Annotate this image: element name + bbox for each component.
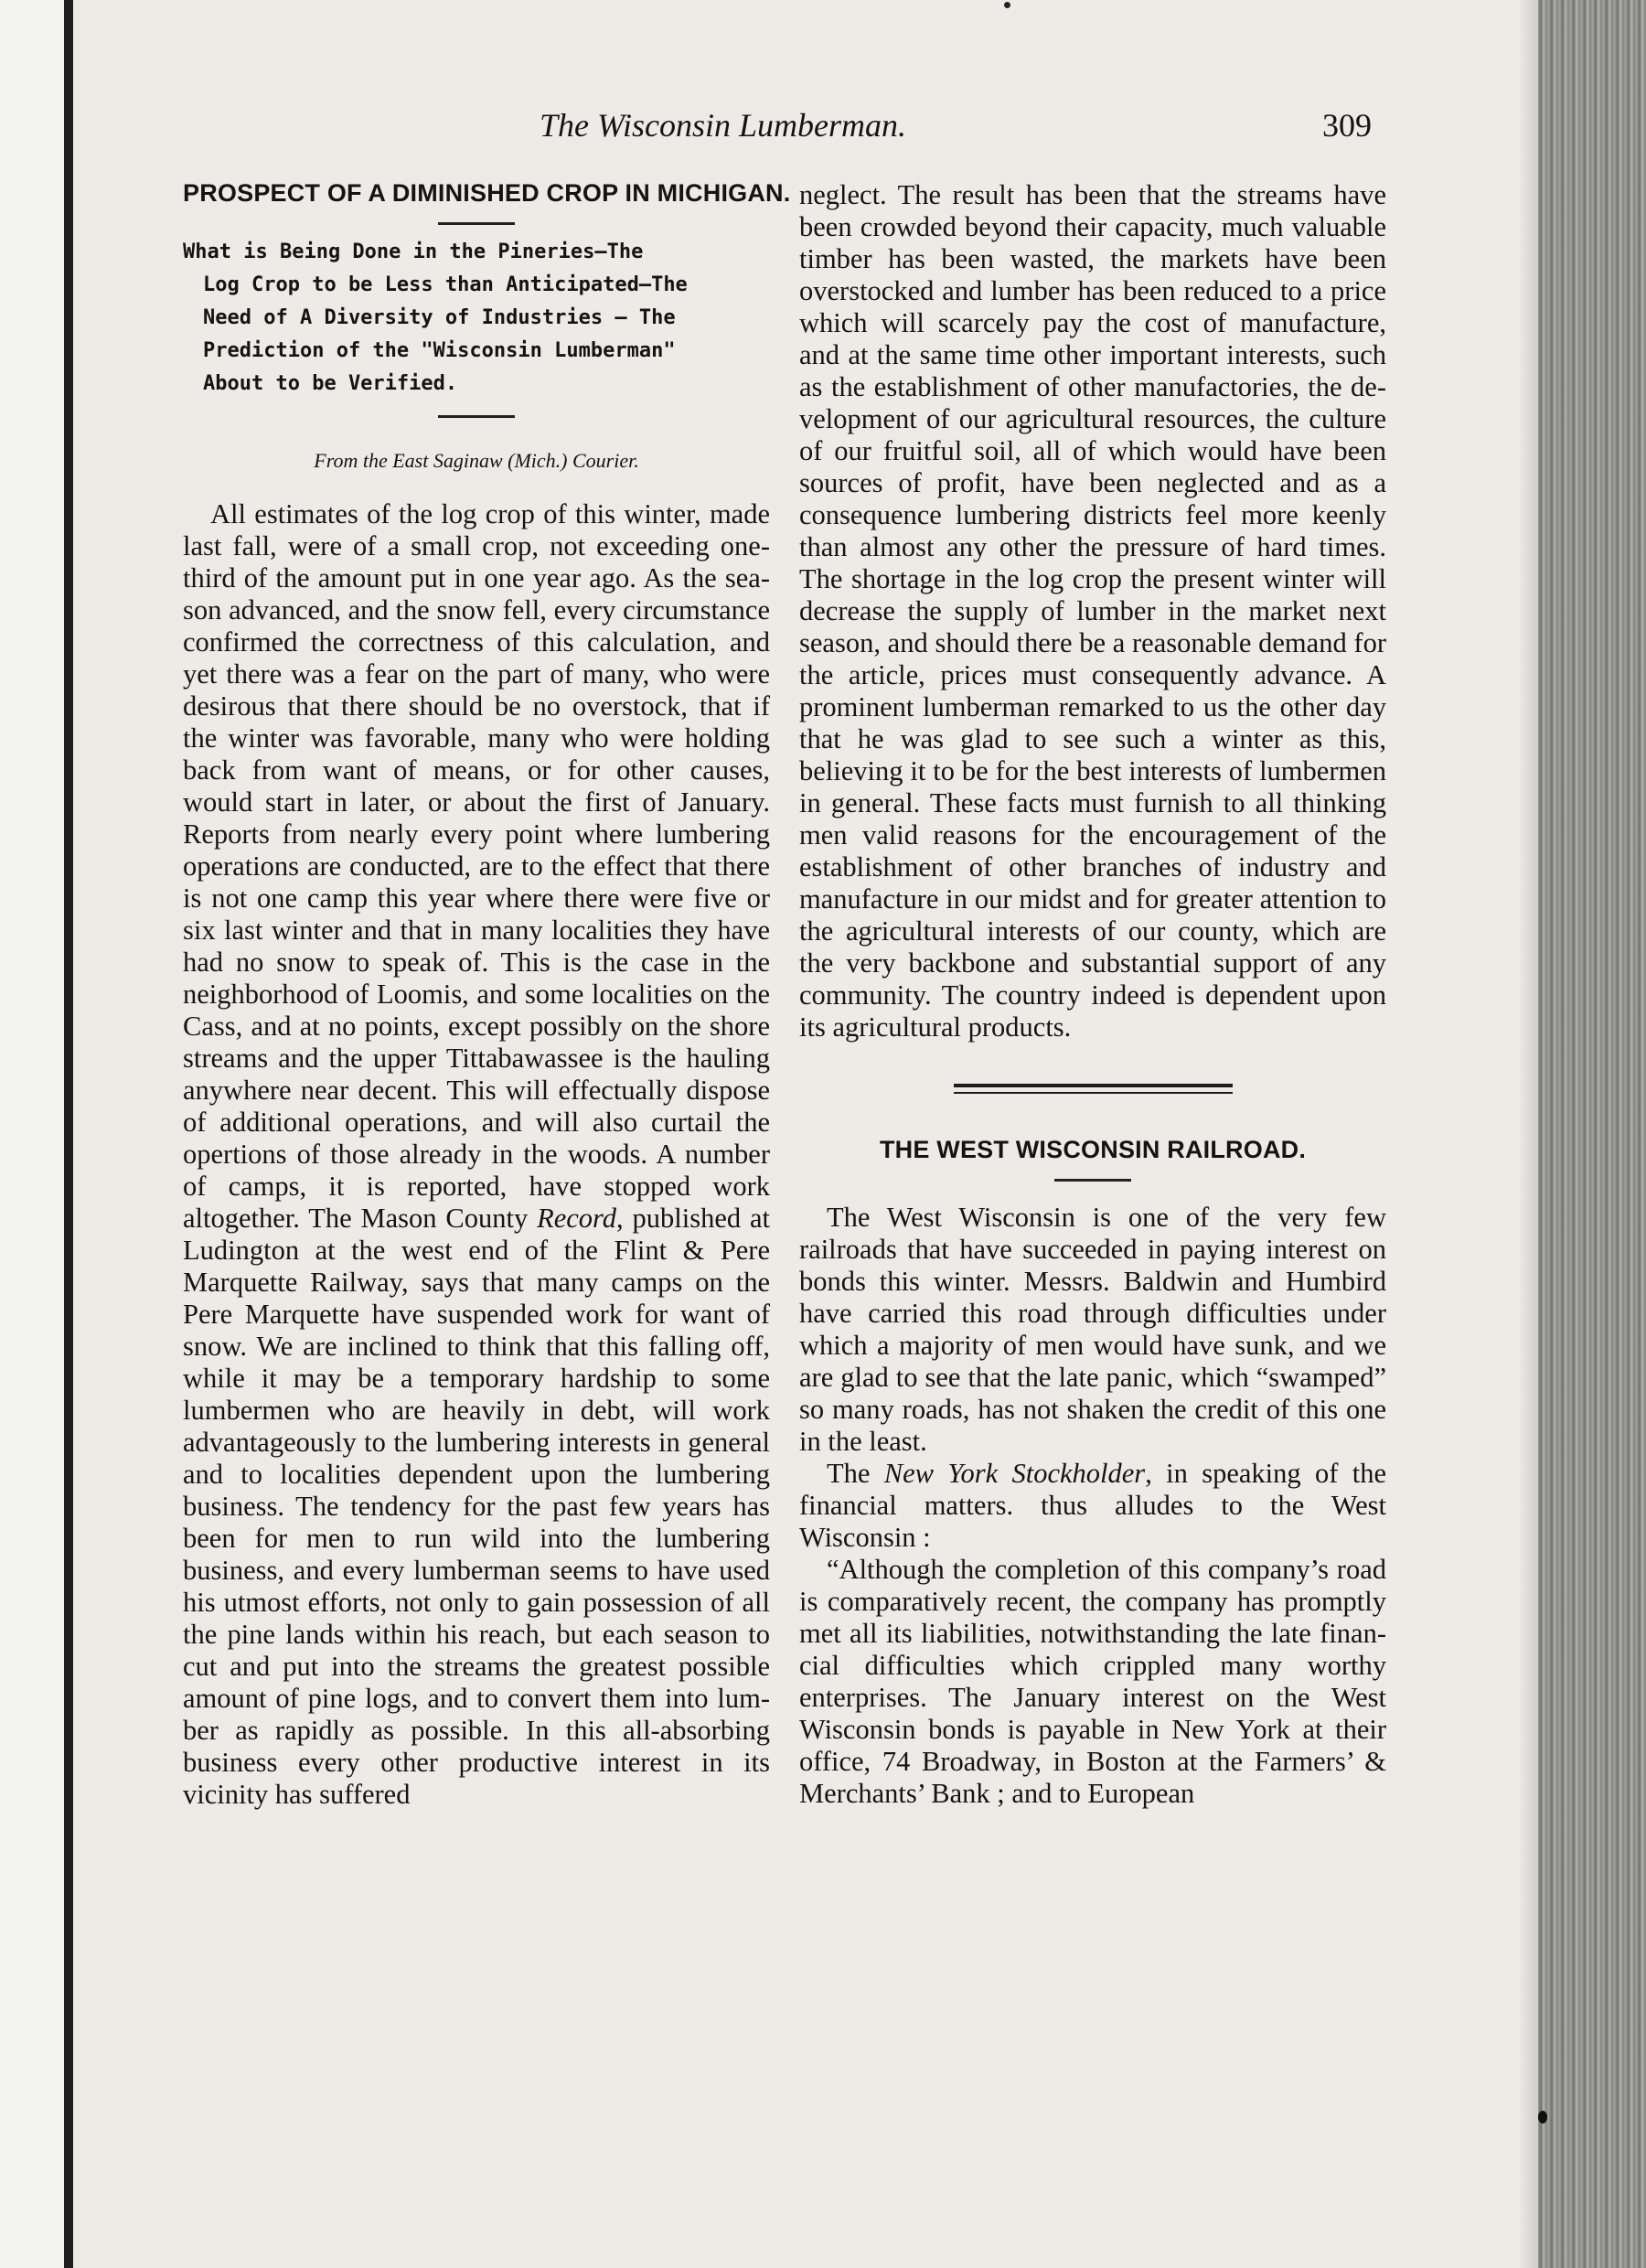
italic-title: New York Stockholder [883,1458,1146,1489]
article-subhead [183,236,770,401]
book-binding [1538,0,1646,2268]
paragraph-text: , in speaking of the financial matters. thus alludes to the West Wisconsin : [799,1458,1386,1553]
section-divider [954,1084,1233,1094]
article-continuation: neglect. The result has been that the streams have been crowded beyond their capacity, much valuable timber has been wasted, the markets have been overstocked and lumber has been reduced to a price which will scarcely pay the cost of manufacture, and at the same time other important interests, such as the establishment of other manufactories, the development of our agricultural resources, the culture of our fruitful soil, all of which would have been sources of profit, have been neglected and as a consequence lumbering districts feel more keenly than almost any other the pressure of hard times. The shortage in the log crop the present winter will decrease the supply of lumber in the market next season, and should there be a reasonable demand for the article, prices must consequently advance. A prominent lumberman remarked to us the other day that he was glad to see such a winter as this, believing it to be for the best interests of lumbermen in general. These facts must furnish to all thinking men valid reasons for the encouragement of the establishment of other branches of industry and manufacture in our midst and for greater attention to the agricultural interests of our county, which are the very backbone and substantial support of any community. The country indeed is dependent upon its agricultural products. [799,179,1386,1043]
subhead-line: Prediction of the "Wisconsin Lumberman" [203,339,676,362]
running-head: The Wisconsin Lumberman. [540,107,907,144]
divider [438,222,515,225]
article-paragraph [799,1458,1386,1554]
subhead-line: Need of A Diversity of Industries — The [203,306,676,329]
subhead-line: What is Being Done in the Pineries—The [183,241,644,263]
divider [1054,1179,1131,1182]
scan-margin [0,0,64,2268]
page-number: 309 [1322,107,1372,144]
article-headline: THE WEST WISCONSIN RAILROAD. [879,1136,1307,1163]
article-paragraph [183,498,770,1811]
ink-speck [1538,2111,1547,2124]
paragraph-text: The [827,1458,884,1489]
subhead-line: Log Crop to be Less than Anticipated—The [203,273,688,296]
paragraph-text: All estimates of the log crop of this winter, made last fall, were of a small crop, not exceeding one-third of the amount put in one year ago. As the season advanced, and the snow fell, every circumstance confirmed the correctness of this calculation, and yet there was a fear on the part of many, who were desirous that there should be no overstock, that if the winter was favorable, many who were holding back from want of means, or for other causes, would start in later, or about the first of January. Reports from nearly every point where lumbering operations are conducted, are to the effect that there is not one camp this year where there were five or six last winter and that in many localities they have had no snow to speak of. This is the case in the neighborhood of Loomis, and some localities on the Cass, and at no points, except possibly on the shore streams and the upper Tittabawassee is the hauling anywhere near decent. This will effectually dispose of additional operations, and will also curtail the opertions of those already in the woods. A number of camps, it is reported, have stopped work altogether. The Mason County [183,498,770,1234]
paragraph-text: , published at Ludington at the west end of the Flint & Pere Marquette Railway, says that many camps on the Pere Marquette have suspended work for want of snow. We are inclined to think that this falling off, while it may be a temporary hardship to some lumbermen who are heavily in debt, will work advantageously to the lumbering interests in general and to localities dependent upon the lumbering business. The tendency for the past few years has been for men to run wild into the lumbering business, and every lumberman seems to have used his utmost efforts, not only to gain possession of all the pine lands within his reach, but each season to cut and put into the streams the greatest possible amount of pine logs, and to convert them into lumber as rapidly as possible. In this all-absorbing business every other productive interest in its vicinity has suffered [183,1203,771,1810]
subhead-line: About to be Verified. [203,372,458,395]
article-headline: PROSPECT OF A DIMINISHED CROP IN MICHIGAN. [183,179,791,207]
source-credit: From the East Saginaw (Mich.) Courier. [314,449,639,472]
right-column [799,179,1386,1810]
ink-speck [1004,2,1010,8]
page-edge-rule [64,0,73,2268]
binding-shadow [1518,0,1538,2268]
italic-title: Record [537,1203,617,1234]
article-paragraph: The West Wisconsin is one of the very few railroads that have succeeded in paying interest on bonds this winter. Messrs. Baldwin and Humbird have carried this road through difficulties under which a majority of men would have sunk, and we are glad to see that the late panic, which “swamped” so many roads, has not shaken the credit of this one in the least. [799,1202,1386,1457]
divider [438,415,515,418]
article-paragraph: “Although the completion of this company’s road is comparatively recent, the company has promptly met all its liabilities, notwithstanding the late financial difficulties which crippled many worthy enterprises. The January interest on the West Wisconsin bonds is payable in New York at their office, 74 Broadway, in Boston at the Farmers’ & Merchants’ Bank ; and to European [799,1554,1386,1809]
left-column [183,179,791,1811]
